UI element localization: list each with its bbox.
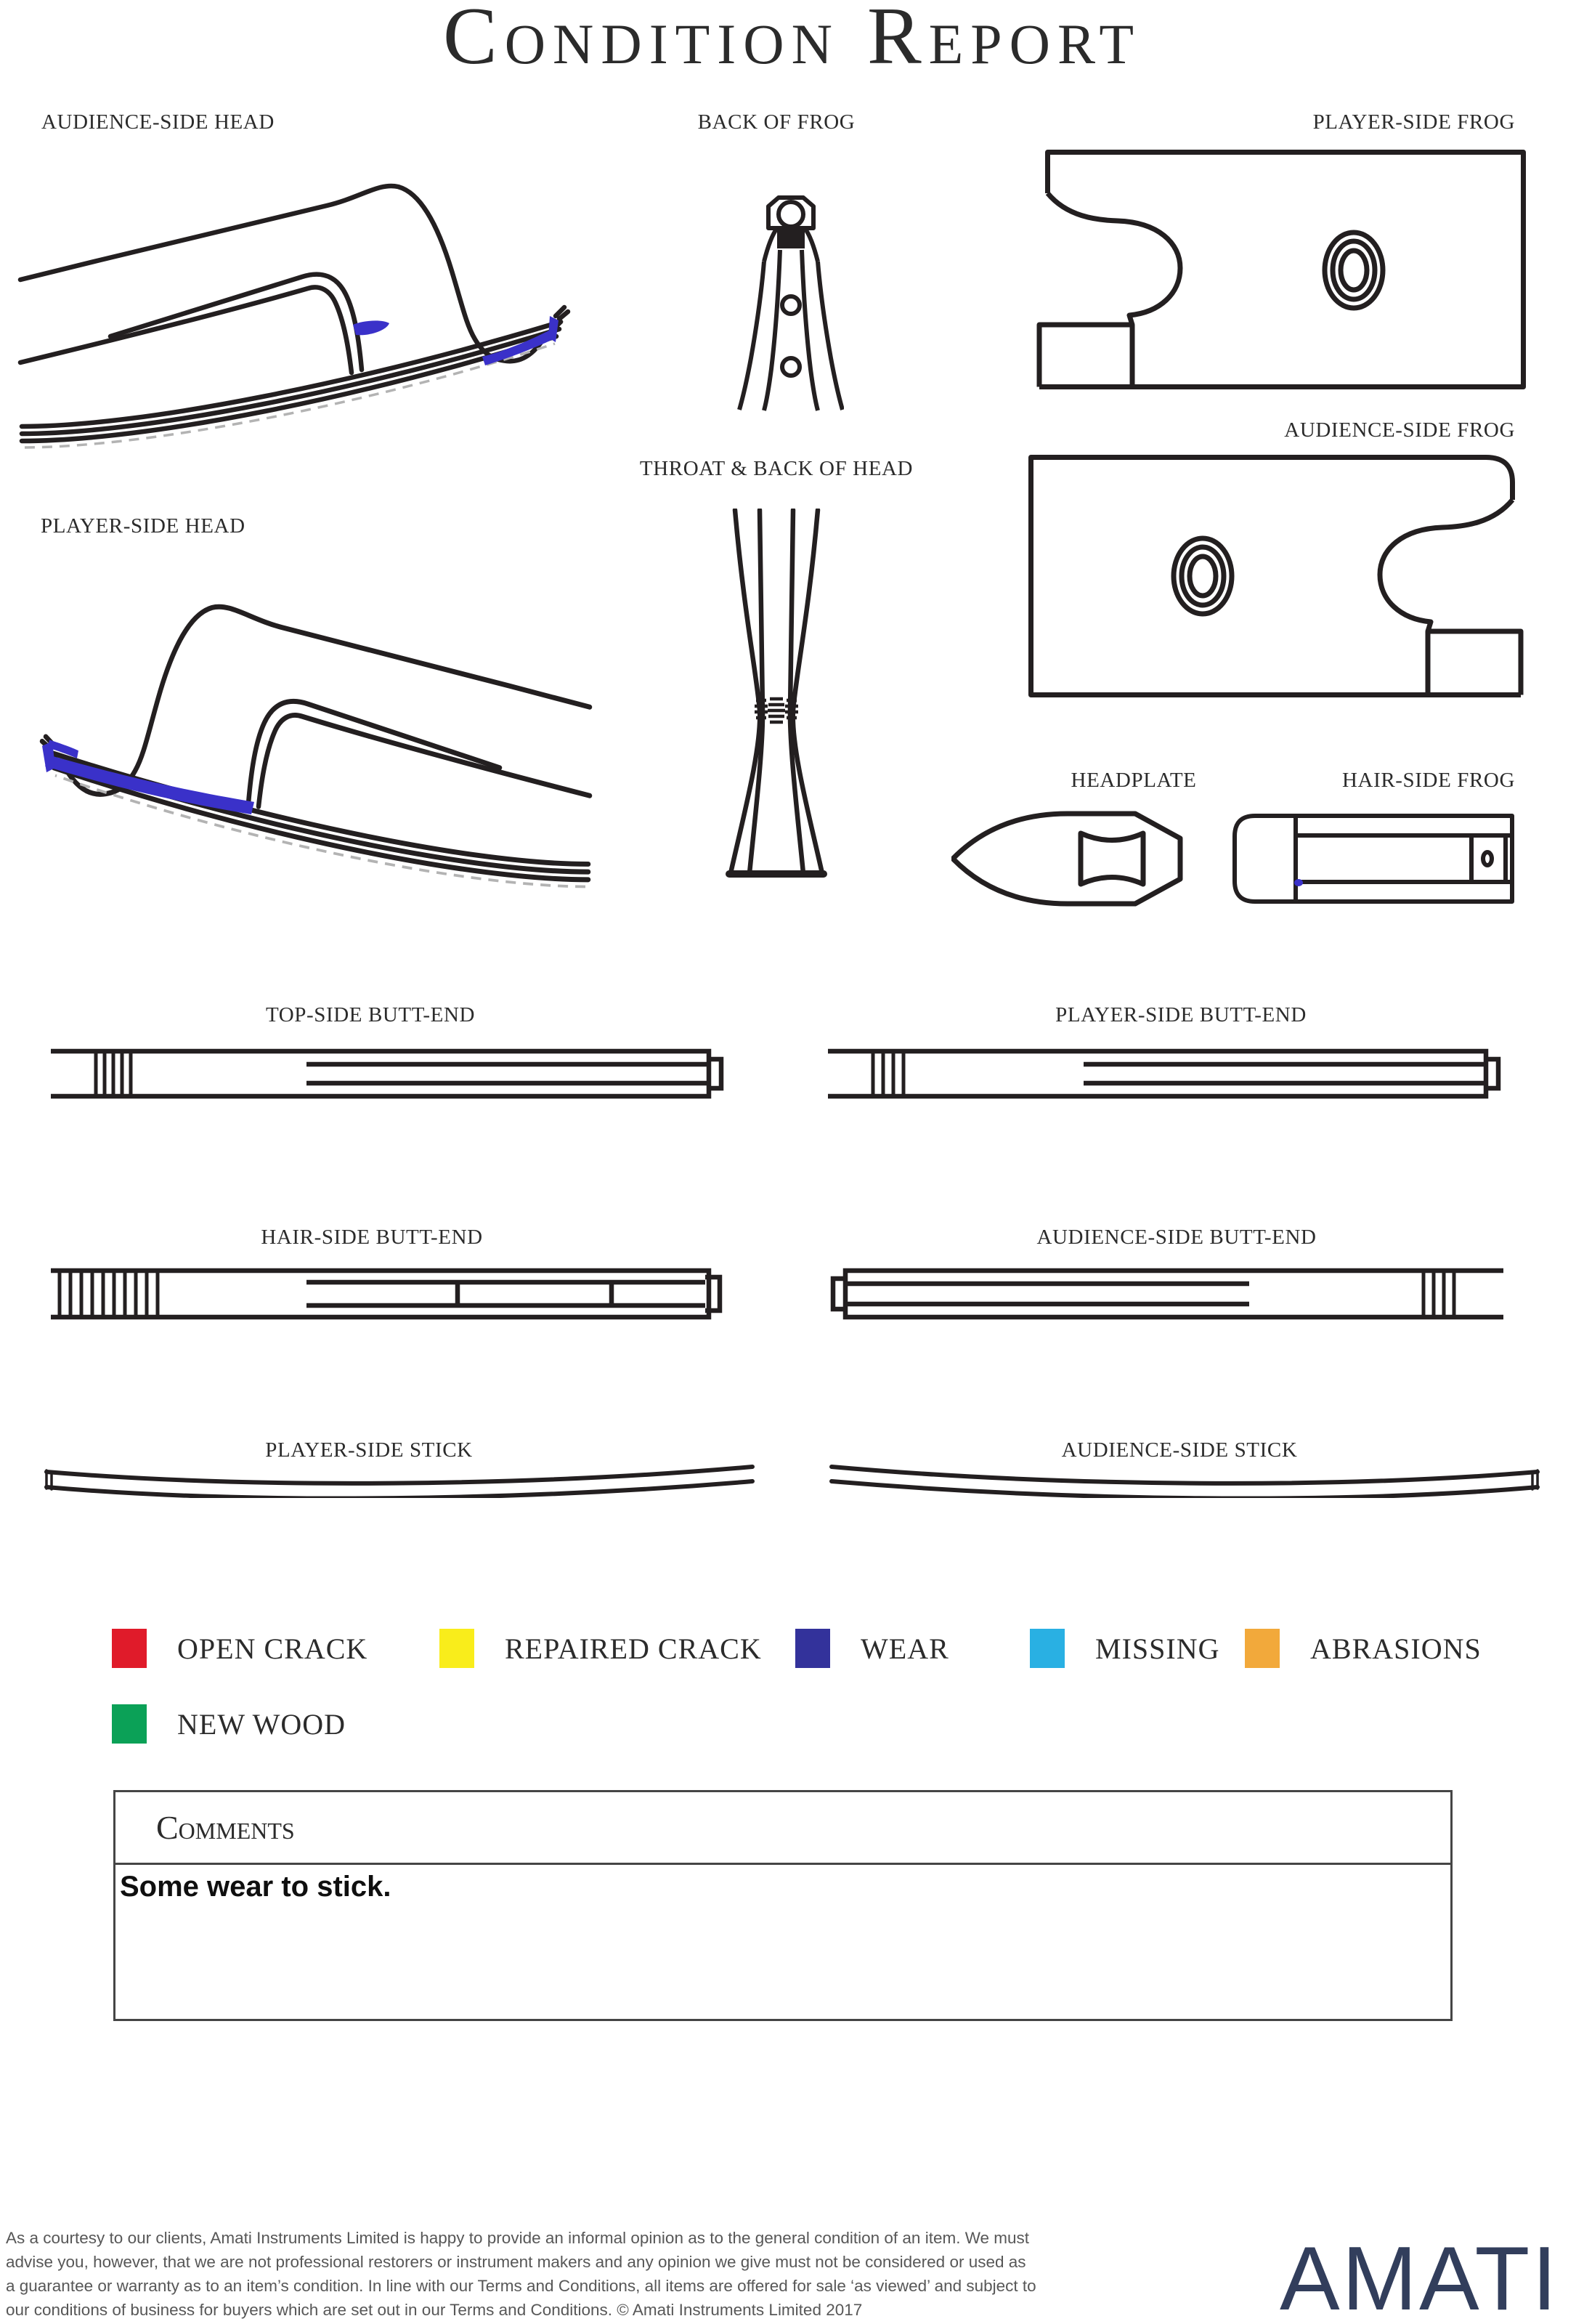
- player-side-head-diagram: [36, 559, 596, 895]
- throat-outline: [729, 510, 824, 874]
- butt-outline: [828, 1051, 1498, 1096]
- legend-item-missing: [1030, 1629, 1219, 1668]
- audience-side-butt-end-label: AUDIENCE-SIDE BUTT-END: [1036, 1226, 1317, 1249]
- legend-item-open-crack: [112, 1629, 367, 1668]
- audience-side-stick-diagram: [829, 1465, 1548, 1498]
- stick-outline: [46, 1467, 752, 1498]
- hair-side-butt-end-label: HAIR-SIDE BUTT-END: [261, 1226, 483, 1249]
- legend-item-abrasions: [1245, 1629, 1482, 1668]
- disclaimer-text: [6, 2226, 1036, 2322]
- legend-item-new-wood: [112, 1704, 346, 1744]
- bow-outline: [42, 607, 590, 880]
- winding-hatch: [60, 1271, 158, 1317]
- player-side-butt-end-label: PLAYER-SIDE BUTT-END: [1055, 1003, 1307, 1027]
- player-side-frog-diagram: [1034, 150, 1528, 397]
- player-side-butt-end-diagram: [828, 1048, 1503, 1099]
- player-side-head-label: PLAYER-SIDE HEAD: [41, 514, 245, 538]
- frog-outline: [739, 198, 842, 410]
- disclaimer-line: As a courtesy to our clients, Amati Instruments Limited is happy to provide an informal opinion as to the general condition of an item. We must: [6, 2229, 1030, 2247]
- amati-logo: AMATI: [1280, 2229, 1559, 2324]
- wear-mark: [1294, 879, 1303, 886]
- legend-label: MISSING: [1095, 1632, 1220, 1665]
- stick-outline: [832, 1467, 1538, 1498]
- butt-outline: [51, 1051, 721, 1096]
- frog-outline: [1031, 458, 1522, 695]
- throat-back-of-head-label: THROAT & BACK OF HEAD: [639, 457, 914, 480]
- bow-outline: [20, 186, 568, 441]
- headplate-outline: [953, 814, 1180, 904]
- frog-outline: [1039, 153, 1524, 387]
- legend-label: OPEN CRACK: [177, 1632, 368, 1665]
- winding-hatch: [873, 1051, 903, 1096]
- legend-label: WEAR: [861, 1632, 949, 1665]
- frog-outline: [1235, 816, 1512, 902]
- comments-text: Some wear to stick.: [120, 1871, 391, 1903]
- headplate-label: HEADPLATE: [1071, 769, 1197, 792]
- new-wood-swatch: [112, 1704, 147, 1744]
- audience-side-head-label: AUDIENCE-SIDE HEAD: [41, 110, 275, 134]
- repaired-crack-swatch: [439, 1629, 474, 1668]
- top-side-butt-end-diagram: [51, 1048, 726, 1099]
- legend-label: NEW WOOD: [177, 1707, 346, 1741]
- disclaimer-line: our conditions of business for buyers which are set out in our Terms and Conditions. © Amati Instruments Limited 2017: [6, 2301, 863, 2319]
- comments-box: [113, 1790, 1453, 2021]
- legend-item-wear: [795, 1629, 949, 1668]
- back-of-frog-diagram: [735, 195, 844, 413]
- hair-side-butt-end-diagram: [51, 1268, 726, 1320]
- player-side-stick-label: PLAYER-SIDE STICK: [265, 1438, 473, 1462]
- legend-item-repaired-crack: [439, 1629, 762, 1668]
- throat-back-of-head-diagram: [722, 509, 831, 880]
- audience-side-frog-diagram: [1028, 455, 1530, 702]
- disclaimer-line: a guarantee or warranty as to an item’s condition. In line with our Terms and Conditions, all items are offered for sale ‘as viewed’ and subject to: [6, 2277, 1036, 2295]
- hair-side-frog-diagram: [1232, 814, 1515, 904]
- page-title: Condition Report: [443, 0, 1141, 81]
- audience-side-head-diagram: [15, 142, 574, 454]
- top-side-butt-end-label: TOP-SIDE BUTT-END: [265, 1003, 476, 1027]
- missing-swatch: [1030, 1629, 1065, 1668]
- legend-label: ABRASIONS: [1310, 1632, 1482, 1665]
- player-side-frog-label: PLAYER-SIDE FROG: [1312, 110, 1515, 134]
- audience-side-butt-end-diagram: [828, 1268, 1503, 1320]
- open-crack-swatch: [112, 1629, 147, 1668]
- player-side-stick-diagram: [36, 1465, 755, 1498]
- headplate-diagram: [951, 809, 1184, 908]
- winding-hatch: [96, 1051, 131, 1096]
- abrasions-swatch: [1245, 1629, 1280, 1668]
- disclaimer-line: advise you, however, that we are not professional restorers or instrument makers and any opinion we give must not be considered or used as: [6, 2253, 1026, 2271]
- wear-swatch: [795, 1629, 830, 1668]
- audience-side-stick-label: AUDIENCE-SIDE STICK: [1061, 1438, 1298, 1462]
- audience-side-frog-label: AUDIENCE-SIDE FROG: [1284, 418, 1515, 442]
- butt-outline: [833, 1271, 1503, 1317]
- back-of-frog-label: BACK OF FROG: [697, 110, 856, 134]
- butt-outline: [51, 1271, 720, 1317]
- hair-side-frog-label: HAIR-SIDE FROG: [1342, 769, 1515, 792]
- legend-label: REPAIRED CRACK: [505, 1632, 762, 1665]
- comments-header: Comments: [115, 1792, 1450, 1865]
- winding-hatch: [1423, 1271, 1454, 1317]
